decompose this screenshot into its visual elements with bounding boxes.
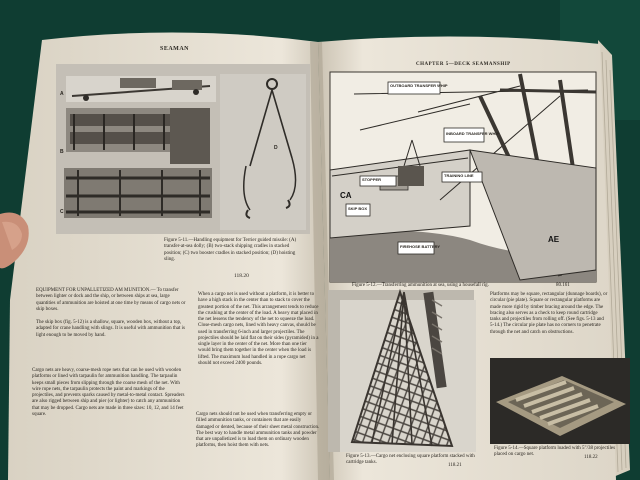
fig511-code: 118.20	[234, 273, 249, 279]
fig511-label-a: A	[60, 91, 64, 97]
fig514-code: 118.22	[584, 455, 598, 460]
figure-5-14	[490, 358, 630, 444]
col1-heading	[36, 288, 186, 313]
right-column-text: Platforms may be square, rectangular (dunnage boards), or circular (pie plate). Square or rectangular platforms are made more rigid by timber bracing around the edge. The bracing also serves as a check to keep round cartridge tanks and projectiles from rolling off. (See figs. 5-13 and 5-14.) The circular pie plate has no corners to penetrate through the net and catch on obstructions.	[490, 292, 608, 335]
tag-inboard-whip: INBOARD TRANSFER WHIP	[446, 131, 500, 136]
fig513-code: 118.21	[448, 463, 462, 468]
fig511-caption: Figure 5-11.—Handling equipment for Terrier guided missile: (A) transfer-at-sea dolly; (B) two-stack shipping cradles in stacked position; (C) two booster cradles in stacked position; (D) hoisting sling.	[164, 238, 297, 262]
fig511-label-d: D	[274, 145, 278, 151]
fig512-caption: Figure 5-12.—Transferring ammunition at sea, using a housefall rig.	[352, 283, 489, 288]
col1-heading-rest: To transfer between lighter or dock and the ship, or between ships at sea, large quantities of ammunition are hoisted at one time by means of cargo nets or skip boxes.	[36, 288, 186, 312]
tag-stopper: STOPPER	[362, 177, 382, 182]
ship-label-ca: CA	[340, 191, 352, 200]
tag-outboard-whip: OUTBOARD TRANSFER WHIP	[390, 83, 448, 88]
tag-skip-box: SKIP BOX	[348, 206, 368, 211]
col1-paragraph-3: Cargo nets are heavy, coarse-mesh rope nets that can be used with wooden platforms or lined with tarpaulin for ammunition handling. The tarpaulin keeps small pieces from slipping through the coarse mesh of the net. With wire rope nets, the tarpaulin protects the paint and markings of the projectiles, and prevents sparks caused by metal-to-metal contact. Spreaders are also rigged between ship and pier (or lighter) to catch any ammunition that may be dropped. Cargo nets are made in three sizes: 10, 12, and 14 feet square.	[32, 368, 185, 417]
fig514-caption: Figure 5-14.—Square platform loaded with 5"/38 projectiles placed on cargo net.	[494, 446, 616, 458]
col2-paragraph-1: When a cargo net is used without a platform, it is better to have a high stack in the center than to stack to cover the greatest portion of the net. This arrangement tends to reduce the crushing at the center of the load. A heavy mat placed in the net lessens the tendency of the net to squeeze the load. Close-mesh cargo nets, lined with heavy canvas, should be used in transferring 6-inch and larger projectiles. The projectiles should be laid flat on their sides (pyramided) in a single layer in the center of the net. More than one tier would bring them together in the center when the load is lifted. The maximum load handled in a rope cargo net should not exceed 2400 pounds.	[198, 292, 319, 366]
col1-paragraph-2: The skip box (fig. 5-12) is a shallow, square, wooden box, without a top, adapted for crane handling with slings. It is useful with ammunition that is light enough to be moved by hand.	[36, 320, 186, 338]
left-running-head: SEAMAN	[160, 46, 190, 52]
right-running-head: CHAPTER 5—DECK SEAMANSHIP	[416, 62, 511, 67]
ship-label-ae: AE	[548, 235, 560, 244]
fig513-caption: Figure 5-13.—Cargo net enclosing square platform stacked with cartridge tanks.	[346, 454, 475, 466]
fig511-label-b: B	[60, 149, 64, 155]
figure-5-13	[328, 290, 476, 452]
figure-5-11	[56, 64, 310, 234]
col1-heading-title: EQUIPMENT FOR UNPALLETIZED AM MUNITION.—	[36, 288, 156, 293]
tag-firehose: FIREHOSE BATTERY	[400, 244, 441, 249]
fig512-code: 80.161	[556, 283, 570, 288]
fig511-label-c: C	[60, 209, 64, 215]
tag-training-line: TRAINING LINE	[444, 173, 474, 178]
col2-paragraph-2: Cargo nets should not be used when transferring empty or filled ammunition tanks, or containers that are easily damaged or dented, because of their sheet metal construction. The best way to handle metal ammunition tanks and powder that are unpalletized is to load them on ordinary wooden platforms, then hoist them with nets.	[196, 412, 320, 449]
